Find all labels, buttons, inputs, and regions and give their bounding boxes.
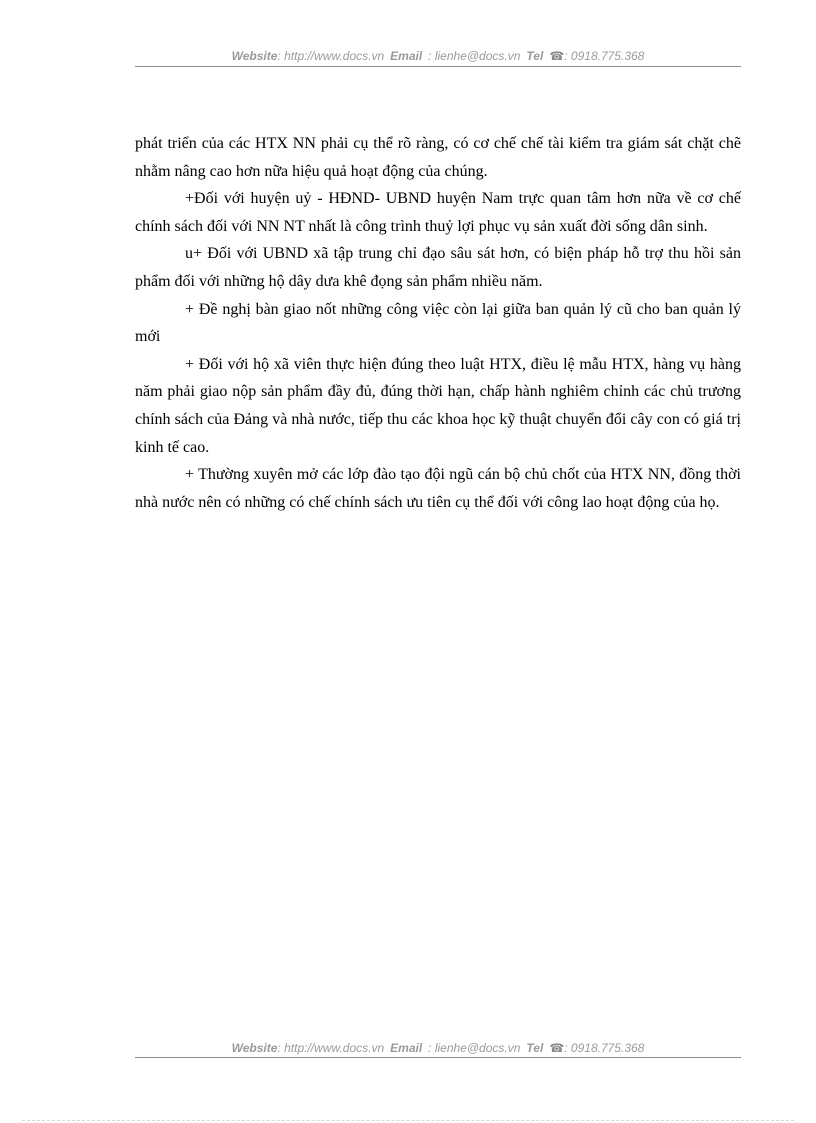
page-edge: [22, 1120, 794, 1121]
header-website-label: Website: [231, 49, 278, 63]
paragraph-commune: u+ Đối với UBND xã tập trung chỉ đạo sâu sát hơn, có biện pháp hỗ trợ thu hồi sản phẩm đối với những hộ dây dưa khê đọng sản phẩm nhiều năm.: [135, 245, 741, 290]
document-body: [135, 130, 741, 516]
header-website-link[interactable]: : http://www.docs.vn: [277, 49, 385, 63]
page-header: [135, 48, 741, 64]
footer-email-link[interactable]: : lienhe@docs.vn: [428, 1041, 521, 1055]
phone-icon: ☎: [549, 1041, 565, 1055]
footer-website-link[interactable]: : http://www.docs.vn: [277, 1041, 385, 1055]
footer-website-label: Website: [231, 1041, 278, 1055]
header-tel-value: : 0918.775.368: [564, 49, 645, 63]
footer-tel-value: : 0918.775.368: [564, 1041, 645, 1055]
footer-email-label: Email: [390, 1041, 423, 1055]
paragraph-members: + Đối với hộ xã viên thực hiện đúng theo luật HTX, điều lệ mẫu HTX, hàng vụ hàng năm phải giao nộp sản phẩm đầy đủ, đúng thời hạn, chấp hành nghiêm chỉnh các chủ trương chính sách của Đảng và nhà nước, tiếp thu các khoa học kỹ thuật chuyển đổi cây con có giá trị kinh tế cao.: [135, 355, 741, 456]
footer-divider: [135, 1057, 741, 1058]
page-footer: [135, 1040, 741, 1056]
paragraph-handover: + Đề nghị bàn giao nốt những công việc còn lại giữa ban quản lý cũ cho ban quản lý mới: [135, 300, 741, 346]
footer-tel-label: Tel: [526, 1041, 544, 1055]
header-email-link[interactable]: : lienhe@docs.vn: [428, 49, 521, 63]
paragraph-district: +Đối với huyện uỷ - HĐND- UBND huyện Nam trực quan tâm hơn nữa về cơ chế chính sách đối với NN NT nhất là công trình thuỷ lợi phục vụ sản xuất đời sống dân sinh.: [135, 190, 741, 235]
paragraph-continuation: phát triển của các HTX NN phải cụ thể rõ ràng, có cơ chế chế tài kiểm tra giám sát chặt chẽ nhằm nâng cao hơn nữa hiệu quả hoạt động của chúng.: [135, 135, 741, 180]
paragraph-training: + Thường xuyên mở các lớp đào tạo đội ngũ cán bộ chủ chốt của HTX NN, đồng thời nhà nước nên có những có chế chính sách ưu tiên cụ thể đối với công lao hoạt động của họ.: [135, 466, 741, 511]
header-divider: [135, 66, 741, 67]
header-tel-label: Tel: [526, 49, 544, 63]
phone-icon: ☎: [549, 49, 565, 63]
header-email-label: Email: [390, 49, 423, 63]
